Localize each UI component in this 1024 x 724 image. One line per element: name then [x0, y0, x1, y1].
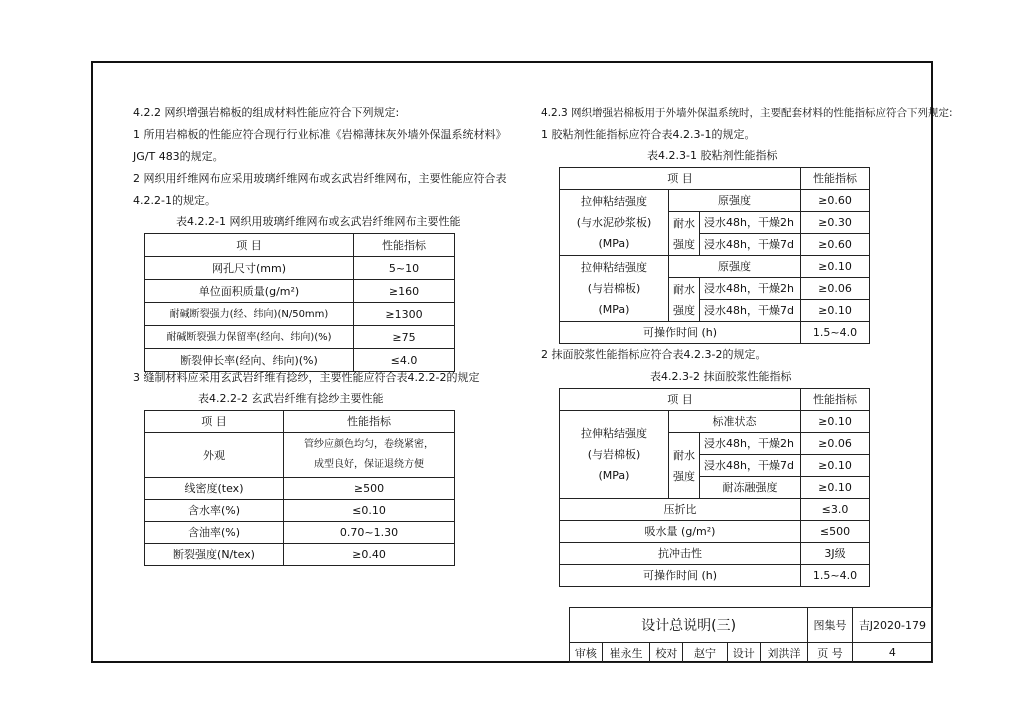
row-spec — [284, 433, 455, 478]
cond-2h: 浸水48h，干燥2h — [700, 212, 801, 234]
header-spec: 性能指标 — [354, 234, 455, 257]
cond-7d: 浸水48h，干燥7d — [700, 455, 801, 477]
row-spec: 1.5~4.0 — [801, 565, 870, 587]
clause-4-2-2-item-3: 3 缝制材料应采用玄武岩纤维有捻纱，主要性能应符合表4.2.2-2的规定 — [133, 371, 480, 384]
table-row — [560, 565, 870, 587]
appearance-line-2: 成型良好，保证退绕方便 — [314, 459, 424, 470]
designer-name: 刘洪洋 — [760, 643, 808, 663]
row-item: 吸水量 (g/m²) — [560, 521, 801, 543]
review-label: 审核 — [570, 643, 603, 663]
row-item: 含油率(%) — [145, 522, 284, 544]
header-item: 项 目 — [560, 389, 801, 411]
table-row — [145, 326, 455, 349]
clause-4-2-3: 4.2.3 网织增强岩棉板用于外墙外保温系统时，主要配套材料的性能指标应符合下列规定: — [541, 107, 953, 119]
group-line: (与岩棉板) — [587, 448, 641, 461]
row-spec: ≥75 — [354, 326, 455, 349]
clause-4-2-2-item-1: 1 所用岩棉板的性能应符合现行行业标准《岩棉薄抹灰外墙外保温系统材料》 — [133, 128, 507, 141]
row-item: 可操作时间 (h) — [560, 565, 801, 587]
table-header-row — [145, 234, 455, 257]
row-item: 耐碱断裂强力保留率(经向、纬向)(%) — [145, 326, 354, 349]
row-spec: 1.5~4.0 — [801, 322, 870, 344]
group-line: (与岩棉板) — [587, 282, 641, 295]
water-line: 耐水 — [673, 448, 695, 462]
table-row — [560, 256, 870, 278]
row-spec: ≥0.10 — [801, 256, 870, 278]
table-4-2-2-1 — [144, 233, 455, 372]
group-line: 拉伸粘结强度 — [581, 427, 647, 440]
cond-standard: 标准状态 — [669, 411, 801, 433]
table-row — [560, 521, 870, 543]
design-label: 设计 — [727, 643, 760, 663]
row-item: 单位面积质量(g/m²) — [145, 280, 354, 303]
title-block-bottom — [570, 643, 933, 663]
group-line: (MPa) — [598, 237, 630, 250]
table-row — [145, 257, 455, 280]
row-spec: ≤4.0 — [354, 349, 455, 372]
atlas-number: 吉J2020-179 — [852, 608, 932, 643]
table-4-2-2-1-caption: 表4.2.2-1 网织用玻璃纤维网布或玄武岩纤维网布主要性能 — [176, 215, 461, 228]
row-spec: ≥0.30 — [801, 212, 870, 234]
row-spec: ≤0.10 — [284, 500, 455, 522]
header-spec: 性能指标 — [284, 411, 455, 433]
table-4-2-2-2-caption: 表4.2.2-2 玄武岩纤维有捻纱主要性能 — [198, 392, 384, 405]
row-item: 线密度(tex) — [145, 478, 284, 500]
table-row — [560, 543, 870, 565]
row-item: 抗冲击性 — [560, 543, 801, 565]
table-row — [560, 322, 870, 344]
header-item: 项 目 — [145, 234, 354, 257]
table-row — [145, 544, 455, 566]
table-row — [145, 500, 455, 522]
table-4-2-3-2 — [559, 388, 870, 587]
row-spec: ≥0.60 — [801, 234, 870, 256]
row-item: 外观 — [145, 433, 284, 478]
clause-4-2-3-item-1: 1 胶粘剂性能指标应符合表4.2.3-1的规定。 — [541, 128, 756, 141]
cond-original: 原强度 — [669, 256, 801, 278]
row-spec: ≥0.10 — [801, 477, 870, 499]
row-spec: ≥500 — [284, 478, 455, 500]
row-item: 断裂强度(N/tex) — [145, 544, 284, 566]
row-item: 含水率(%) — [145, 500, 284, 522]
row-item: 网孔尺寸(mm) — [145, 257, 354, 280]
clause-4-2-2-item-1-cont: JG/T 483的规定。 — [133, 150, 224, 163]
row-spec: ≤500 — [801, 521, 870, 543]
group-line: (MPa) — [598, 303, 630, 316]
clause-4-2-3-item-2: 2 抹面胶浆性能指标应符合表4.2.3-2的规定。 — [541, 348, 767, 361]
table-header-row — [560, 389, 870, 411]
clause-4-2-2-item-2: 2 网织用纤维网布应采用玻璃纤维网布或玄武岩纤维网布，主要性能应符合表 — [133, 172, 507, 185]
cond-2h: 浸水48h，干燥2h — [700, 278, 801, 300]
table-4-2-3-1 — [559, 167, 870, 344]
group-bond-rockwool — [560, 256, 669, 322]
table-row — [560, 499, 870, 521]
table-header-row — [560, 168, 870, 190]
row-spec: ≥0.10 — [801, 455, 870, 477]
group-line: 拉伸粘结强度 — [581, 261, 647, 274]
row-spec: 3J级 — [801, 543, 870, 565]
atlas-label: 图集号 — [808, 608, 853, 643]
row-spec: ≥0.60 — [801, 190, 870, 212]
water-line: 耐水 — [673, 216, 695, 230]
page-number: 4 — [852, 643, 932, 663]
water-line: 耐水 — [673, 282, 695, 296]
table-row — [145, 349, 455, 372]
table-4-2-3-2-caption: 表4.2.3-2 抹面胶浆性能指标 — [650, 370, 792, 383]
group-line: (与水泥砂浆板) — [576, 216, 652, 229]
table-header-row — [145, 411, 455, 433]
title-block-top — [570, 608, 933, 643]
table-4-2-2-2 — [144, 410, 455, 566]
cond-freeze-thaw: 耐冻融强度 — [700, 477, 801, 499]
page-label: 页 号 — [808, 643, 853, 663]
table-row — [560, 411, 870, 433]
row-spec: 5~10 — [354, 257, 455, 280]
cond-original: 原强度 — [669, 190, 801, 212]
checker-name: 赵宁 — [683, 643, 728, 663]
row-spec: 0.70~1.30 — [284, 522, 455, 544]
row-item: 可操作时间 (h) — [560, 322, 801, 344]
group-bond-rockwool — [560, 411, 669, 499]
row-spec: ≥0.06 — [801, 278, 870, 300]
row-item: 断裂伸长率(经向、纬向)(%) — [145, 349, 354, 372]
cond-7d: 浸水48h，干燥7d — [700, 234, 801, 256]
water-resist-label — [669, 433, 700, 499]
water-resist-label — [669, 278, 700, 322]
water-resist-label — [669, 212, 700, 256]
water-line: 强度 — [673, 237, 695, 251]
row-spec: ≥1300 — [354, 303, 455, 326]
cond-7d: 浸水48h，干燥7d — [700, 300, 801, 322]
header-item: 项 目 — [560, 168, 801, 190]
title-block — [569, 607, 933, 663]
water-line: 强度 — [673, 469, 695, 483]
row-item: 压折比 — [560, 499, 801, 521]
appearance-line-1: 管纱应颜色均匀，卷绕紧密， — [304, 439, 434, 450]
header-spec: 性能指标 — [801, 168, 870, 190]
table-row — [145, 303, 455, 326]
header-spec: 性能指标 — [801, 389, 870, 411]
row-spec: ≥0.10 — [801, 411, 870, 433]
reviewer-name: 崔永生 — [602, 643, 650, 663]
row-spec: ≥0.40 — [284, 544, 455, 566]
clause-4-2-2-item-2-cont: 4.2.2-1的规定。 — [133, 194, 216, 207]
header-item: 项 目 — [145, 411, 284, 433]
row-spec: ≥160 — [354, 280, 455, 303]
table-row — [560, 190, 870, 212]
cond-2h: 浸水48h，干燥2h — [700, 433, 801, 455]
drawing-title: 设计总说明(三) — [570, 608, 808, 643]
group-bond-cement — [560, 190, 669, 256]
table-row — [145, 433, 455, 478]
table-row — [145, 478, 455, 500]
table-4-2-3-1-caption: 表4.2.3-1 胶粘剂性能指标 — [647, 149, 778, 162]
group-line: 拉伸粘结强度 — [581, 195, 647, 208]
table-row — [145, 522, 455, 544]
table-row — [145, 280, 455, 303]
row-spec: ≥0.06 — [801, 433, 870, 455]
check-label: 校对 — [650, 643, 683, 663]
row-spec: ≥0.10 — [801, 300, 870, 322]
clause-4-2-2: 4.2.2 网织增强岩棉板的组成材料性能应符合下列规定: — [133, 106, 400, 119]
row-spec: ≤3.0 — [801, 499, 870, 521]
group-line: (MPa) — [598, 469, 630, 482]
water-line: 强度 — [673, 303, 695, 317]
row-item: 耐碱断裂强力(经、纬向)(N/50mm) — [145, 303, 354, 326]
